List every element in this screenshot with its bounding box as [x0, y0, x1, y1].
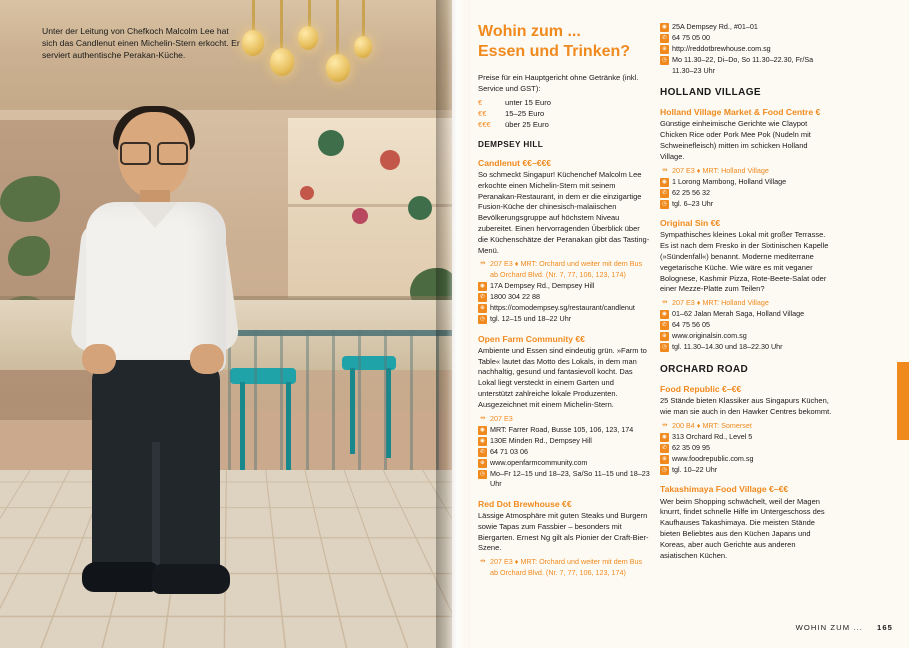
pin-icon: ◉	[478, 426, 487, 435]
info-text[interactable]: https://comodempsey.sg/restaurant/candlenut	[490, 303, 635, 313]
entry-info-list	[660, 298, 832, 353]
wall-plate	[408, 196, 432, 220]
info-row	[660, 166, 832, 177]
info-text[interactable]: www.foodrepublic.com.sg	[672, 453, 754, 463]
entry-info-list	[478, 259, 650, 324]
info-text: 64 75 56 05	[672, 320, 710, 330]
price-label: 15–25 Euro	[505, 108, 545, 118]
globe-icon: ⊕	[660, 45, 669, 54]
info-text: 64 71 03 06	[490, 446, 528, 456]
footer-section: WOHIN ZUM ...	[795, 623, 864, 632]
transit-icon: ⇸	[479, 414, 486, 422]
transit-icon: ⇸	[661, 299, 668, 307]
info-row	[478, 281, 650, 292]
info-row	[478, 259, 650, 280]
entry-description: Ambiente und Essen sind eindeutig grün. »Farm to Table« lautet das Motto des Lokals, in dem man nachhaltig, gesund und fantasievoll kocht. Das Lokal liegt versteckt in einem Garten und unterstützt zahlreiche lokale Produzenten. Ausgezeichnet mit einem Michelin-Stern.	[478, 345, 647, 409]
info-row	[478, 458, 650, 469]
entry-title-red-dot-brewhouse: Red Dot Brewhouse €€	[478, 498, 572, 509]
pin-icon: ◉	[478, 437, 487, 446]
pin-icon: ◉	[660, 23, 669, 32]
info-row	[660, 331, 832, 342]
info-row	[478, 425, 650, 436]
info-text: 62 35 09 95	[672, 442, 710, 452]
info-text: tgl. 11.30–14.30 und 18–22.30 Uhr	[672, 342, 783, 352]
info-row	[478, 303, 650, 314]
info-row	[660, 199, 832, 210]
phone-icon: ✆	[660, 34, 669, 43]
info-text: 207 E3 ♦ MRT: Orchard und weiter mit dem Bus ab Orchard Blvd. (Nr. 7, 77, 106, 123, 174)	[490, 557, 643, 577]
info-row	[478, 414, 650, 425]
info-text: 200 B4 ♦ MRT: Somerset	[672, 420, 752, 430]
info-text[interactable]: www.originalsin.com.sg	[672, 331, 747, 341]
info-row	[478, 447, 650, 458]
info-text: 64 75 05 00	[672, 33, 710, 43]
transit-icon: ⇸	[479, 558, 486, 566]
entry-description: Günstige einheimische Gerichte wie Claypot Chicken Rice oder Pork Mee Pok (Nudeln mit Schweinefleisch) mitten im schicken Holland Village.	[660, 119, 811, 161]
entry-description: Sympathisches kleines Lokal mit großer Terrasse. Es ist nach dem Fresko in der Sixtinischen Kapelle (»Sündenfall«) benannt. Moderne mediterrane vegetarische Küche. Wie wäre es mit veganer Bolognese, Kashmir Pizza, Rote-Beete-Salat oder einer Mezze-Platte zum Teilen?	[660, 230, 829, 294]
info-text: 62 25 56 32	[672, 187, 710, 197]
info-row	[660, 55, 832, 76]
price-legend-row	[478, 97, 650, 108]
clock-icon: ◷	[478, 470, 487, 479]
info-row	[660, 320, 832, 331]
clock-icon: ◷	[660, 200, 669, 209]
chef-portrait	[40, 112, 290, 648]
entry-info-list	[660, 166, 832, 210]
info-row	[660, 454, 832, 465]
phone-icon: ✆	[660, 321, 669, 330]
info-row	[660, 298, 832, 309]
info-row	[660, 177, 832, 188]
clock-icon: ◷	[660, 56, 669, 65]
price-label: über 25 Euro	[505, 120, 549, 130]
entry-description: So schmeckt Singapur! Küchenchef Malcolm Lee erkochte einen Michelin-Stern mit seinem Peranakan-Restaurant, in dem er die einzigartige Fusion-Küche der chinesisch-malaiischen Bevölkerungsgruppe auf höchstem Niveau zubereitet. Einen hervorragenden Überblick über die Küchenschätze der Peranakan gibt das Tasting-Menü.	[478, 170, 650, 255]
info-text: tgl. 6–23 Uhr	[672, 198, 714, 208]
clock-icon: ◷	[660, 343, 669, 352]
area-heading-orchard-road: ORCHARD ROAD	[660, 363, 749, 375]
info-row	[660, 188, 832, 199]
entry-info-list-continued	[660, 22, 832, 76]
glasses-icon	[120, 142, 188, 162]
book-spine	[436, 0, 472, 648]
info-text: 207 E3 ♦ MRT: Holland Village	[672, 298, 769, 308]
info-row	[660, 443, 832, 454]
globe-icon: ⊕	[478, 459, 487, 468]
page-title-line2: Essen und Trinken?	[478, 42, 631, 60]
photo-page	[0, 0, 452, 648]
price-symbol: €	[478, 97, 483, 107]
info-text: 01–62 Jalan Merah Saga, Holland Village	[672, 309, 805, 319]
globe-icon: ⊕	[660, 455, 669, 464]
wall-plate	[380, 150, 400, 170]
pin-icon: ◉	[478, 282, 487, 291]
wall-plate	[300, 186, 314, 200]
left-shoe	[82, 562, 158, 592]
transit-icon: ⇸	[661, 166, 668, 174]
right-hand	[190, 344, 224, 374]
pin-icon: ◉	[660, 310, 669, 319]
info-text: 207 E3 ♦ MRT: Orchard und weiter mit dem Bus ab Orchard Blvd. (Nr. 7, 77, 106, 123, 174)	[490, 259, 643, 279]
entry-info-list	[478, 414, 650, 490]
info-row	[660, 432, 832, 443]
info-row	[478, 292, 650, 303]
info-row	[660, 342, 832, 353]
price-symbol: €€	[478, 108, 487, 118]
price-symbol: €€€	[478, 120, 491, 130]
right-shoe	[152, 564, 230, 594]
info-text: 207 E3 ♦ MRT: Holland Village	[672, 165, 769, 175]
pin-icon: ◉	[660, 433, 669, 442]
entry-title-holland-village-market: Holland Village Market & Food Centre €	[660, 107, 821, 118]
entry-title-takashimaya-food-village: Takashimaya Food Village €–€€	[660, 484, 789, 495]
info-text[interactable]: www.openfarmcommunity.com	[490, 457, 588, 467]
page-title-line1: Wohin zum ...	[478, 23, 581, 40]
column-right	[660, 22, 832, 564]
area-heading-holland-village: HOLLAND VILLAGE	[660, 87, 761, 99]
clock-icon: ◷	[660, 466, 669, 475]
info-text: 1 Lorong Mambong, Holland Village	[672, 176, 787, 186]
globe-icon: ⊕	[478, 304, 487, 313]
info-row	[478, 436, 650, 447]
entry-info-list	[660, 421, 832, 476]
price-label: unter 15 Euro	[505, 97, 552, 107]
entry-title-open-farm-community: Open Farm Community €€	[478, 333, 585, 344]
info-text: 130E Minden Rd., Dempsey Hill	[490, 435, 592, 445]
info-row	[478, 557, 650, 578]
phone-icon: ✆	[660, 444, 669, 453]
text-page	[470, 0, 909, 648]
phone-icon: ✆	[478, 448, 487, 457]
info-row	[660, 309, 832, 320]
transit-icon: ⇸	[479, 260, 486, 268]
price-legend-row	[478, 119, 650, 130]
page-edge-tab	[897, 362, 909, 440]
page-number: 165	[877, 623, 893, 632]
info-row	[660, 44, 832, 55]
phone-icon: ✆	[660, 189, 669, 198]
area-heading-dempsey-hill: DEMPSEY HILL	[478, 139, 544, 149]
info-text: tgl. 10–22 Uhr	[672, 464, 718, 474]
phone-icon: ✆	[478, 293, 487, 302]
info-text[interactable]: http://reddotbrewhouse.com.sg	[672, 44, 771, 54]
wall-plate	[352, 208, 368, 224]
entry-title-candlenut: Candlenut €€–€€€	[478, 157, 552, 168]
info-text: MRT: Farrer Road, Busse 105, 106, 123, 174	[490, 424, 634, 434]
price-intro: Preise für ein Hauptgericht ohne Getränke (inkl. Service und GST):	[478, 73, 639, 93]
info-text: 1800 304 22 88	[490, 292, 540, 301]
info-row	[478, 469, 650, 490]
price-legend-row	[478, 108, 650, 119]
page-title	[478, 22, 650, 61]
info-row	[660, 421, 832, 432]
wall-plate	[318, 130, 344, 156]
info-row	[660, 465, 832, 476]
info-text: 25A Dempsey Rd., #01–01	[672, 22, 758, 31]
info-text: 207 E3	[490, 413, 513, 423]
leg-gap	[152, 442, 160, 572]
info-text: 313 Orchard Rd., Level 5	[672, 431, 753, 441]
globe-icon: ⊕	[660, 332, 669, 341]
page-footer	[470, 623, 901, 632]
column-left	[478, 22, 650, 579]
info-text: Mo 11.30–22, Di–Do, So 11.30–22.30, Fr/Sa 11.30–23 Uhr	[672, 55, 814, 75]
info-text: 17A Dempsey Rd., Dempsey Hill	[490, 280, 595, 290]
entry-info-list	[478, 557, 650, 578]
entry-title-original-sin: Original Sin €€	[660, 218, 721, 229]
photo-caption: Unter der Leitung von Chefkoch Malcolm Lee hat sich das Candlenut einen Michelin-Stern erkocht. Er serviert authentische Perakan-Küche.	[42, 26, 240, 60]
entry-description: Wer beim Shopping schwächelt, weil der Magen knurrt, findet schnelle Hilfe im Untergeschoss des Kaufhauses Takashimaya. Die meisten Stände bieten Beliebtes aus den Küchen Japans und Koreas, aber auch Gerichte aus anderen asiatischen Küchen.	[660, 496, 825, 560]
info-text: tgl. 12–15 und 18–22 Uhr	[490, 314, 572, 324]
info-row	[478, 314, 650, 325]
info-row	[660, 22, 832, 33]
clock-icon: ◷	[478, 315, 487, 324]
info-text: Mo–Fr 12–15 und 18–23, Sa/So 11–15 und 18–23 Uhr	[490, 468, 650, 489]
restaurant-photo	[0, 0, 452, 648]
pin-icon: ◉	[660, 178, 669, 187]
transit-icon: ⇸	[661, 421, 668, 429]
info-row	[660, 33, 832, 44]
entry-description: Lässige Atmosphäre mit guten Steaks und Burgern sowie Tapas zum Fassbier – besonders mit Biergarten. Ernest Ng gilt als Pionier der Craft-Bier-Szene.	[478, 511, 649, 553]
left-hand	[82, 344, 116, 374]
entry-description: 25 Stände bieten Klassiker aus Singapurs Küchen, wie man sie auch in den Hawker Centres bekommt.	[660, 396, 832, 416]
chandelier-icon	[232, 0, 382, 120]
entry-title-food-republic: Food Republic €–€€	[660, 383, 742, 394]
